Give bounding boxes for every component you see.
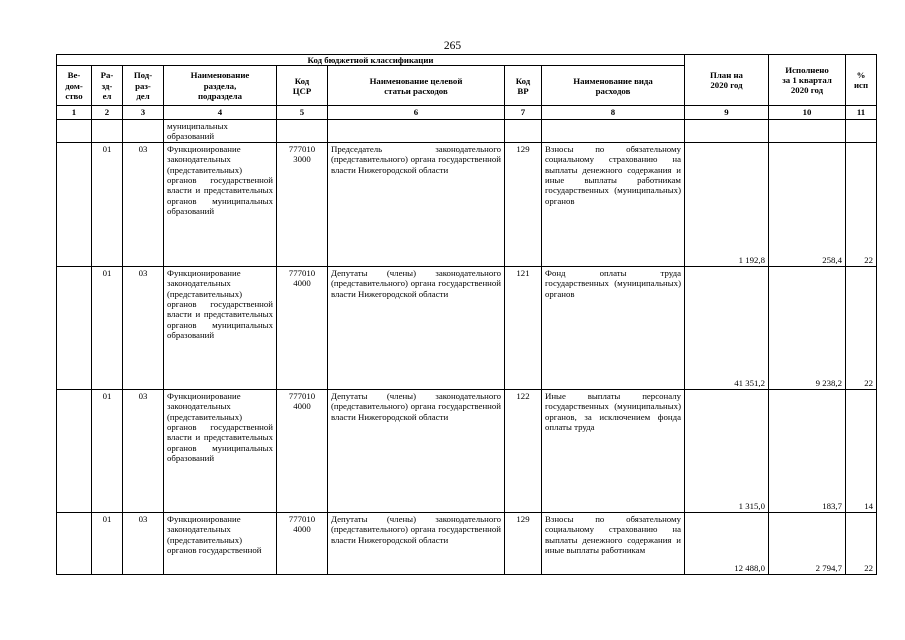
column-number: 2 bbox=[92, 106, 123, 119]
cell-executed: 2 794,7 bbox=[769, 513, 846, 575]
cell-target-name: Депутаты (члены) законодательного (представительного) органа государственной власти Нижегородской области bbox=[328, 267, 505, 390]
cell-department bbox=[57, 513, 92, 575]
header-budget-code-group: Код бюджетной классификации bbox=[57, 55, 685, 66]
column-number: 6 bbox=[328, 106, 505, 119]
cell-empty bbox=[542, 119, 685, 143]
cell-vr-code: 129 bbox=[505, 143, 542, 267]
cell-section: 01 bbox=[92, 390, 123, 513]
cell-empty bbox=[92, 119, 123, 143]
cell-subsection: 03 bbox=[123, 143, 164, 267]
continuation-section-name: муниципальных образований bbox=[164, 119, 277, 143]
continuation-row bbox=[57, 119, 877, 143]
column-number: 7 bbox=[505, 106, 542, 119]
cell-executed: 183,7 bbox=[769, 390, 846, 513]
column-number: 9 bbox=[685, 106, 769, 119]
cell-vr-name: Фонд оплаты труда государственных (муниципальных) органов bbox=[542, 267, 685, 390]
cell-department bbox=[57, 390, 92, 513]
cell-percent: 22 bbox=[846, 513, 877, 575]
cell-executed: 258,4 bbox=[769, 143, 846, 267]
table-row bbox=[57, 513, 877, 575]
cell-plan: 12 488,0 bbox=[685, 513, 769, 575]
column-number: 11 bbox=[846, 106, 877, 119]
cell-plan: 41 351,2 bbox=[685, 267, 769, 390]
cell-target-name: Депутаты (члены) законодательного (представительного) органа государственной власти Нижегородской области bbox=[328, 513, 505, 575]
cell-empty bbox=[846, 119, 877, 143]
cell-empty bbox=[277, 119, 328, 143]
cell-vr-name: Взносы по обязательному социальному страхованию на выплаты денежного содержания и иные выплаты работникам государственных (муниципальных) органов bbox=[542, 143, 685, 267]
cell-empty bbox=[685, 119, 769, 143]
cell-empty bbox=[769, 119, 846, 143]
cell-section: 01 bbox=[92, 143, 123, 267]
cell-plan: 1 315,0 bbox=[685, 390, 769, 513]
cell-section-name: Функционирование законодательных (представительных) органов государственной власти и представительных органов муниципальных образований bbox=[164, 390, 277, 513]
budget-table bbox=[56, 54, 877, 575]
cell-plan: 1 192,8 bbox=[685, 143, 769, 267]
header-subsection: Под- раз- дел bbox=[123, 66, 164, 106]
cell-subsection: 03 bbox=[123, 267, 164, 390]
cell-percent: 14 bbox=[846, 390, 877, 513]
cell-department bbox=[57, 267, 92, 390]
column-number: 5 bbox=[277, 106, 328, 119]
cell-percent: 22 bbox=[846, 267, 877, 390]
cell-percent: 22 bbox=[846, 143, 877, 267]
cell-csr-code: 777010 4000 bbox=[277, 513, 328, 575]
header-section: Ра- зд- ел bbox=[92, 66, 123, 106]
cell-section: 01 bbox=[92, 267, 123, 390]
cell-empty bbox=[123, 119, 164, 143]
cell-vr-code: 121 bbox=[505, 267, 542, 390]
header-section-name: Наименование раздела, подраздела bbox=[164, 66, 277, 106]
cell-department bbox=[57, 143, 92, 267]
cell-csr-code: 777010 4000 bbox=[277, 390, 328, 513]
header-executed: Исполнено за 1 квартал 2020 год bbox=[769, 55, 846, 106]
header-vr-code: Код ВР bbox=[505, 66, 542, 106]
header-percent: % исп bbox=[846, 55, 877, 106]
column-number: 3 bbox=[123, 106, 164, 119]
cell-section-name: Функционирование законодательных (представительных) органов государственной bbox=[164, 513, 277, 575]
column-number: 4 bbox=[164, 106, 277, 119]
table-row bbox=[57, 267, 877, 390]
cell-empty bbox=[505, 119, 542, 143]
cell-subsection: 03 bbox=[123, 513, 164, 575]
header-plan: План на 2020 год bbox=[685, 55, 769, 106]
column-number: 10 bbox=[769, 106, 846, 119]
column-number-row bbox=[57, 106, 877, 119]
header-csr-code: Код ЦСР bbox=[277, 66, 328, 106]
cell-vr-name: Взносы по обязательному социальному страхованию на выплаты денежного содержания и иные выплаты работникам bbox=[542, 513, 685, 575]
header-row-group bbox=[57, 55, 877, 66]
cell-executed: 9 238,2 bbox=[769, 267, 846, 390]
table-row bbox=[57, 390, 877, 513]
cell-csr-code: 777010 4000 bbox=[277, 267, 328, 390]
cell-empty bbox=[328, 119, 505, 143]
column-number: 8 bbox=[542, 106, 685, 119]
cell-section: 01 bbox=[92, 513, 123, 575]
cell-vr-name: Иные выплаты персоналу государственных (муниципальных) органов, за исключением фонда оплаты труда bbox=[542, 390, 685, 513]
page-number: 265 bbox=[443, 40, 462, 52]
header-department: Ве- дом- ство bbox=[57, 66, 92, 106]
header-vr-name: Наименование вида расходов bbox=[542, 66, 685, 106]
cell-target-name: Депутаты (члены) законодательного (представительного) органа государственной власти Нижегородской области bbox=[328, 390, 505, 513]
table-row bbox=[57, 143, 877, 267]
cell-vr-code: 129 bbox=[505, 513, 542, 575]
cell-target-name: Председатель законодательного (представительного) органа государственной власти Нижегородской области bbox=[328, 143, 505, 267]
header-target-name: Наименование целевой статьи расходов bbox=[328, 66, 505, 106]
cell-vr-code: 122 bbox=[505, 390, 542, 513]
cell-section-name: Функционирование законодательных (представительных) органов государственной власти и представительных органов муниципальных образований bbox=[164, 267, 277, 390]
column-number: 1 bbox=[57, 106, 92, 119]
cell-empty bbox=[57, 119, 92, 143]
cell-csr-code: 777010 3000 bbox=[277, 143, 328, 267]
cell-subsection: 03 bbox=[123, 390, 164, 513]
cell-section-name: Функционирование законодательных (представительных) органов государственной власти и представительных органов муниципальных образований bbox=[164, 143, 277, 267]
